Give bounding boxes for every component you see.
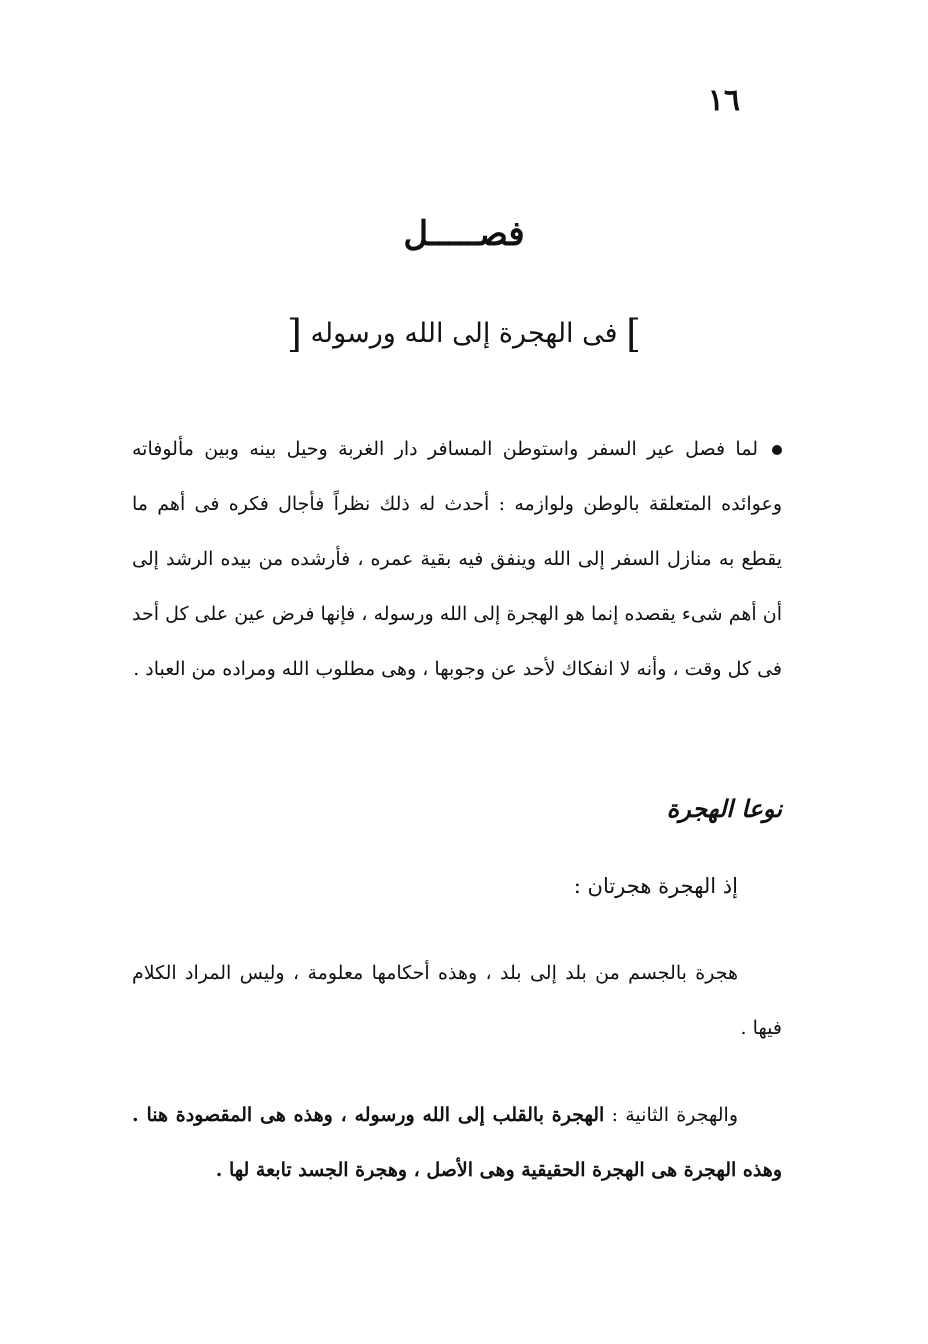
bullet-icon [772, 445, 782, 455]
bracket-left: [ [287, 312, 302, 356]
bracket-right: ] [626, 312, 641, 356]
intro-paragraph [132, 422, 782, 697]
hijra-count-line: إذ الهجرة هجرتان : [573, 874, 738, 898]
second-hijra-body: الهجرة بالقلب إلى الله ورسوله ، وهذه هى المقصودة هنا . وهذه الهجرة هى الهجرة الحقيقية وهى الأصل ، وهجرة الجسد تابعة لها . [132, 1104, 782, 1182]
chapter-heading: فصـــــل [403, 214, 525, 254]
section-title-hijra-types: نوعا الهجرة [666, 794, 782, 823]
second-hijra-lead: والهجرة الثانية : [611, 1104, 738, 1126]
second-hijra-paragraph [132, 1088, 782, 1198]
chapter-subheading [0, 310, 928, 359]
intro-paragraph-text: لما فصل عير السفر واستوطن المسافر دار الغربة وحيل بينه وبين مألوفاته وعوائده المتعلقة بالوطن ولوازمه : أحدث له ذلك نظراً فأجال فكره فى أهم ما يقطع به منازل السفر إلى الله وينفق فيه بقية عمره ، فأرشده من بيده الرشد إلى أن أهم شىء يقصده إنما هو الهجرة إلى الله ورسوله ، فإنها فرض عين على كل أحد فى كل وقت ، وأنه لا انفكاك لأحد عن وجوبها ، وهى مطلوب الله ومراده من العباد . [132, 438, 782, 681]
first-hijra-paragraph: هجرة بالجسم من بلد إلى بلد ، وهذه أحكامها معلومة ، وليس المراد الكلام فيها . [132, 962, 782, 1040]
chapter-subheading-text: فى الهجرة إلى الله ورسوله [310, 318, 618, 350]
page-number: ١٦ [707, 83, 740, 118]
